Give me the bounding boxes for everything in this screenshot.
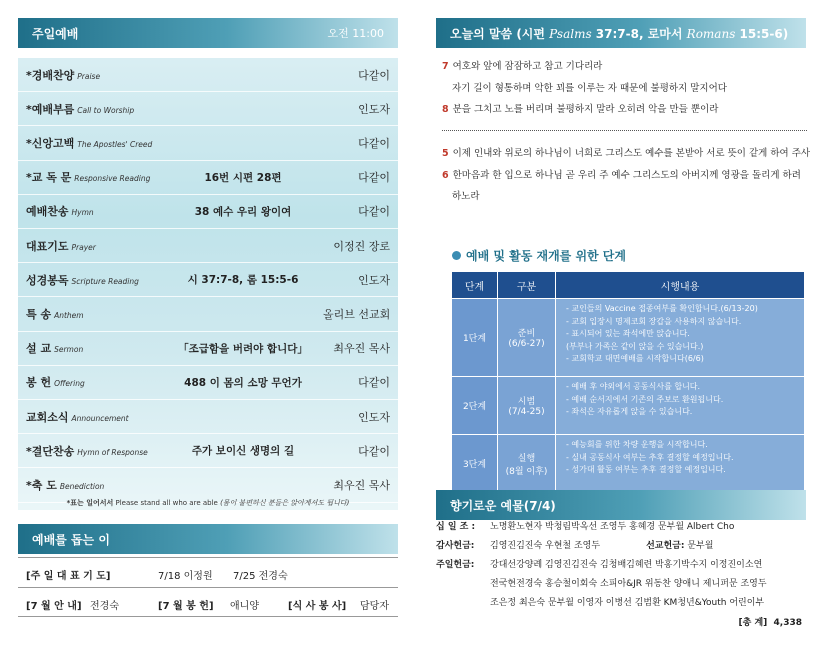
stage-rows <box>452 298 804 492</box>
order-name-en: Offering <box>54 379 85 389</box>
stage-item: - 교회학교 대면예배를 시작합니다(6/6) <box>566 354 704 363</box>
order-item-person: 다같이 <box>358 136 390 150</box>
order-item-person: 인도자 <box>358 102 390 116</box>
word-title-mid: 37:7-8, 로마서 <box>591 26 687 41</box>
verse-text: 한마음과 한 입으로 하나님 곧 우리 주 예수 그리스도의 아버지께 영광을 돌리게 하려 <box>452 169 801 181</box>
stage-number: 1단계 <box>452 299 498 376</box>
order-item-person: 다같이 <box>358 171 390 185</box>
order-name-ko: 교회소식 <box>26 410 69 424</box>
stage-number: 2단계 <box>452 377 498 434</box>
order-name-ko: *경배찬양 <box>26 68 75 82</box>
order-name-ko: *교 독 문 <box>26 171 72 185</box>
order-name-ko: 봉 헌 <box>26 376 52 390</box>
verse-text: 하노라 <box>452 191 480 202</box>
verses-block-2 <box>442 143 811 208</box>
offer-header <box>436 490 806 520</box>
order-name-ko: 대표기도 <box>26 239 69 253</box>
stage-title-text: 예배 및 활동 재개를 위한 단계 <box>466 249 626 263</box>
total-label: [총 계] <box>738 618 768 628</box>
verse-line <box>442 143 811 165</box>
order-item-person: 인도자 <box>358 410 390 424</box>
flower-label: [7 월 봉 헌] <box>158 601 214 612</box>
order-name-en: Hymn of Response <box>77 447 148 457</box>
verses-block-1 <box>442 56 807 121</box>
total-value: 4,338 <box>773 618 802 628</box>
prayer-label: [주 일 대 표 기 도] <box>26 571 111 582</box>
word-title <box>450 25 788 42</box>
verse-line <box>442 165 807 187</box>
order-row <box>18 434 398 468</box>
order-item-name <box>18 443 163 459</box>
helpers-row-service <box>18 587 398 617</box>
order-name-en: Scripture Reading <box>71 276 139 286</box>
order-name-ko: 성경봉독 <box>26 273 69 287</box>
word-title-en1: Psalms <box>549 26 592 41</box>
stage-col-header: 단계 <box>452 272 498 298</box>
stage-type: 준비 (6/6-27) <box>498 299 556 376</box>
stand-note-ko: (몸이 불편하신 분들은 앉아계셔도 됩니다) <box>220 499 350 507</box>
word-title-en2: Romans <box>686 26 736 41</box>
mission-label: 선교헌금: <box>646 541 685 551</box>
order-item-title: 16번 시편 28편 <box>204 171 282 184</box>
order-name-en: Prayer <box>71 242 96 252</box>
order-row <box>18 366 398 400</box>
stage-table-header <box>452 272 804 298</box>
order-name-ko: 특 송 <box>26 307 52 321</box>
helpers-table <box>18 557 398 617</box>
tithe-label: 십 일 조 : <box>436 522 476 532</box>
order-name-en: Praise <box>77 71 101 81</box>
order-item-title: 주가 보이신 생명의 길 <box>191 445 295 458</box>
sunday-label: 주일헌금: <box>436 560 475 570</box>
order-item-person: 인도자 <box>358 273 390 287</box>
stage-item: - 실내 공동식사 여부는 추후 결정할 예정입니다. <box>566 452 734 462</box>
order-name-ko: *결단찬송 <box>26 444 75 458</box>
prayer-2: 7/25 전경숙 <box>233 571 288 582</box>
stage-content <box>556 377 804 434</box>
order-name-en: Responsive Reading <box>74 174 151 184</box>
stand-note <box>18 498 398 512</box>
meal-label: [식 사 봉 사] <box>288 601 347 612</box>
tithe-names: 노명환노현자 박청림박옥선 조영두 홍혜경 문부월 Albert Cho <box>490 522 735 532</box>
worship-title: 주일예배 <box>32 26 79 41</box>
stage-item: - 예배 후 야외에서 공동식사를 합니다. <box>566 382 701 391</box>
order-row <box>18 332 398 366</box>
order-item-person: 최우진 목사 <box>333 478 390 492</box>
order-row <box>18 400 398 434</box>
guide-name: 전경숙 <box>90 601 119 612</box>
helpers-row-prayer <box>18 557 398 587</box>
stage-item: - 성가대 활동 여부는 추후 결정할 예정입니다. <box>566 465 726 474</box>
order-item-title: 38 예수 우리 왕이여 <box>194 205 292 218</box>
order-name-en: Hymn <box>71 208 94 218</box>
thanks-label: 감사헌금: <box>436 541 475 551</box>
stage-item: (부부나 가족은 같이 앉을 수 있습니다.) <box>566 341 704 351</box>
prayer-1: 7/18 이정원 <box>158 571 213 582</box>
stage-item: - 좌석은 자유롭게 앉을 수 있습니다. <box>566 407 693 416</box>
stage-col-header: 시행내용 <box>660 281 700 293</box>
order-item-name <box>18 306 163 322</box>
order-name-ko: *예배부름 <box>26 102 75 116</box>
order-item-person: 다같이 <box>358 68 390 82</box>
order-item-name <box>18 272 163 288</box>
order-item-person: 이정진 장로 <box>333 239 390 253</box>
guide-label: [7 월 안 내] <box>26 601 82 612</box>
order-name-en: Sermon <box>54 345 84 355</box>
order-item-name <box>18 374 163 390</box>
stage-type: 시범 (7/4-25) <box>498 377 556 434</box>
order-row <box>18 195 398 229</box>
bullet-dot-icon <box>452 251 461 260</box>
stage-item: - 교회 입장시 명제코회 장갑을 사용하지 않습니다. <box>566 316 742 326</box>
offer-total <box>739 615 803 628</box>
order-item-title: 488 이 몸의 소망 무언가 <box>184 376 302 389</box>
order-item-name <box>18 203 163 219</box>
order-item-title: 시 37:7-8, 롬 15:5-6 <box>187 274 299 287</box>
stage-item: - 표시되어 있는 좌석에만 앉습니다. <box>566 329 690 338</box>
stage-table <box>452 272 804 492</box>
stage-row <box>452 376 804 434</box>
verse-text: 자기 길이 형통하며 악한 꾀를 이루는 자 때문에 불평하지 말지어다 <box>452 82 727 94</box>
offer-title: 향기로운 예물(7/4) <box>450 498 556 513</box>
sunday-names: 전국현전경숙 홍승철이회숙 소피아&JR 위동찬 양애니 제니퍼문 조영두 <box>490 579 767 589</box>
stage-number: 3단계 <box>452 435 498 492</box>
helpers-header <box>18 524 398 554</box>
order-item-name <box>18 135 163 151</box>
stand-note-bold: *표는 일어서서 <box>66 499 114 507</box>
verse-number: 7 <box>442 61 449 72</box>
order-row <box>18 263 398 297</box>
word-header <box>436 18 806 48</box>
order-row <box>18 229 398 263</box>
stage-content <box>556 435 804 492</box>
order-row <box>18 92 398 126</box>
word-title-prefix: 오늘의 말씀 (시편 <box>450 26 550 41</box>
thanks-line <box>436 538 713 551</box>
stage-item: - 예배 순서지에서 기존의 주보로 환원됩니다. <box>566 394 724 404</box>
order-item-name <box>18 67 163 83</box>
stage-title <box>452 247 626 264</box>
meal-name: 담당자 <box>360 601 389 612</box>
sunday-names: 강대선강양례 김영진김진숙 김청배김혜련 박홍기박수지 이정진이소연 <box>490 560 763 570</box>
worship-header <box>18 18 398 48</box>
sunday-line-2 <box>490 576 767 589</box>
verse-number: 8 <box>442 104 449 115</box>
order-item-person: 최우진 목사 <box>333 342 390 356</box>
verse-text: 분을 그치고 노를 버리며 불평하지 말라 오히려 악을 만들 뿐이라 <box>452 104 719 115</box>
order-item-person: 올리브 선교회 <box>323 307 391 321</box>
order-row <box>18 161 398 195</box>
sunday-names: 조은정 최은숙 문부월 이영자 이병선 김범환 KM청년&Youth 어린이부 <box>490 598 765 608</box>
order-row <box>18 297 398 331</box>
order-item-title: 「조급함을 버려야 합니다」 <box>178 342 308 355</box>
stage-row <box>452 434 804 492</box>
helpers-title: 예배를 돕는 이 <box>32 532 110 547</box>
stage-content <box>556 299 804 376</box>
verse-number: 5 <box>442 148 449 159</box>
verse-line <box>442 78 807 100</box>
worship-order <box>18 58 398 510</box>
stand-note-en: Please stand all who are able <box>115 499 218 507</box>
verse-line <box>442 186 807 208</box>
verse-divider <box>442 130 807 131</box>
order-name-en: Call to Worship <box>77 105 135 115</box>
stage-item: - 예능회를 위한 차량 운행을 시작합니다. <box>566 440 708 449</box>
stage-item: - 교인들의 Vaccine 접종여부를 확인합니다.(6/13-20) <box>566 304 758 313</box>
word-title-suffix: 15:5-6) <box>735 26 789 41</box>
order-name-en: Announcement <box>71 413 129 423</box>
verse-number: 6 <box>442 169 449 181</box>
order-item-person: 다같이 <box>358 444 390 458</box>
order-item-name <box>18 409 163 425</box>
order-name-ko: 예배찬송 <box>26 205 69 219</box>
order-name-ko: *축 도 <box>26 478 57 492</box>
stage-row <box>452 298 804 376</box>
order-item-person: 다같이 <box>358 376 390 390</box>
verse-line <box>442 99 807 121</box>
stage-col-header: 구분 <box>498 272 556 298</box>
verse-text: 여호와 앞에 잠잠하고 참고 기다리라 <box>452 61 603 72</box>
sunday-line <box>436 557 762 570</box>
verse-text: 이제 인내와 위로의 하나님이 너희로 그리스도 예수를 본받아 서로 뜻이 같게 하여 주사 <box>452 148 811 159</box>
order-name-en: The Apostles' Creed <box>77 139 153 149</box>
order-name-en: Anthem <box>54 310 84 320</box>
stage-type: 실행 (8월 이후) <box>498 435 556 492</box>
order-row <box>18 126 398 160</box>
order-item-name <box>18 169 163 185</box>
order-name-en: Benediction <box>59 481 105 491</box>
order-name-ko: *신앙고백 <box>26 136 75 150</box>
thanks-names: 김영진김진숙 우현철 조영두 <box>490 541 601 551</box>
order-item-name <box>18 101 163 117</box>
order-row <box>18 58 398 92</box>
order-item-person: 다같이 <box>358 205 390 219</box>
order-item-name <box>18 340 163 356</box>
order-item-name <box>18 238 163 254</box>
flower-name: 애니양 <box>230 601 259 612</box>
sunday-line-3 <box>490 595 764 608</box>
order-name-ko: 설 교 <box>26 342 52 356</box>
order-item-name <box>18 477 163 493</box>
mission-names: 문부월 <box>687 541 714 551</box>
tithe-line <box>436 519 734 532</box>
verse-line <box>442 56 807 78</box>
worship-time: 오전 11:00 <box>327 27 384 40</box>
